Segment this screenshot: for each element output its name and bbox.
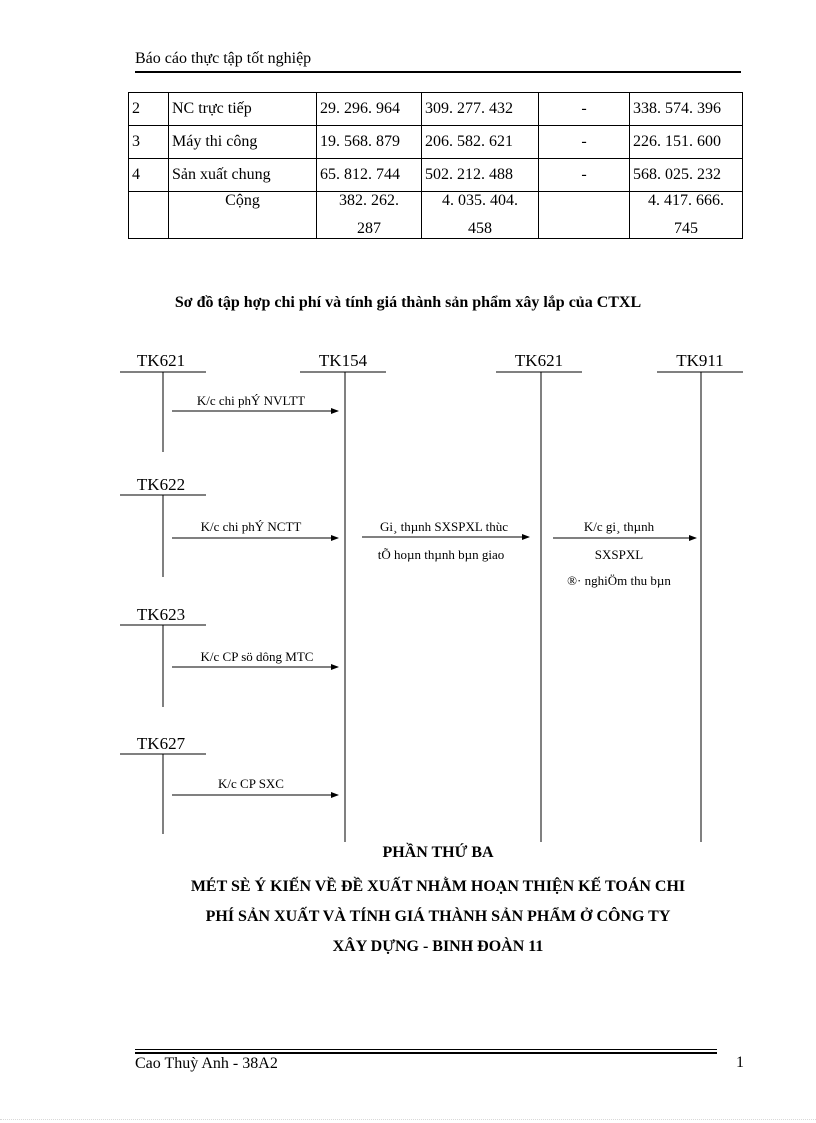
arrow-sxc-label: K/c CP SXC [218,776,284,791]
row-value-4: 226. 151. 600 [630,126,743,159]
account-tk627: TK627 [136,734,186,753]
table-row [129,159,743,192]
row-value-4: 568. 025. 232 [630,159,743,192]
account-tk622: TK622 [136,475,186,494]
section-subtitle-line-1: MÉT SÈ Ý KIẾN VỀ ĐỀ XUẤT NHẰM HOẠN THIỆN KẾ TOÁN CHI [190,878,686,895]
account-tk154: TK154 [318,351,368,370]
row-value-3: - [539,93,630,126]
header-rule [135,71,741,73]
row-name: NC trực tiếp [169,93,317,126]
footer-rule [135,1049,717,1050]
table-row [129,93,743,126]
account-tk623: TK623 [136,605,186,624]
arrow-kc-gia-thanh-label-2: SXSPXL [594,547,644,562]
arrow-kc-gia-thanh-label-1: K/c gi¸ thµnh [583,519,655,534]
section-subtitle-line-2: PHÍ SẢN XUẤT VÀ TÍNH GIÁ THÀNH SẢN PHẨM Ở CÔNG TY [205,908,671,925]
total-value-3 [539,192,630,239]
total-value-1 [317,192,422,239]
arrow-gia-thanh-label-1: Gi¸ thµnh SXSPXL thùc [380,519,508,534]
row-value-3: - [539,126,630,159]
header-title: Báo cáo thực tập tốt nghiệp [135,50,312,67]
row-index: 4 [129,159,169,192]
total-value-2-line2: 458 [468,220,492,237]
row-value-1: 65. 812. 744 [317,159,422,192]
diagram-title: Sơ đồ tập hợp chi phí và tính giá thành sản phẩm xây lắp của CTXL [174,294,642,311]
arrow-gia-thanh-label-2: tÕ hoµn thµnh bµn giao [377,547,505,562]
row-value-2: 502. 212. 488 [422,159,539,192]
cost-table [128,92,743,239]
account-tk621-right: TK621 [514,351,564,370]
row-value-1: 19. 568. 879 [317,126,422,159]
row-value-4: 338. 574. 396 [630,93,743,126]
total-value-4 [630,192,743,239]
footer-author: Cao Thuỳ Anh - 38A2 [135,1055,278,1072]
total-label: Cộng [169,192,317,239]
arrow-nctt-label: K/c chi phÝ NCTT [200,519,302,534]
row-value-3: - [539,159,630,192]
table-total-row [129,192,743,239]
total-index [129,192,169,239]
arrow-kc-gia-thanh-label-3: ®· nghiÖm thu bµn [567,573,671,588]
footer-rule-thick [135,1052,717,1054]
section-subtitle-line-3: XÂY DỰNG - BINH ĐOÀN 11 [332,938,544,955]
row-name: Sản xuất chung [169,159,317,192]
section-block [0,842,816,962]
total-value-1-line1: 382. 262. [339,192,399,209]
section-title: PHẦN THỨ BA [382,844,494,861]
row-index: 3 [129,126,169,159]
arrow-mtc-label: K/c CP sö dông MTC [200,649,314,664]
row-index: 2 [129,93,169,126]
cost-flow-diagram [0,340,816,850]
account-tk621-left: TK621 [136,351,186,370]
account-tk911: TK911 [676,351,724,370]
total-value-4-line1: 4. 417. 666. [648,192,724,209]
page-number: 1 [736,1054,744,1071]
total-value-2 [422,192,539,239]
row-value-2: 309. 277. 432 [422,93,539,126]
row-value-2: 206. 582. 621 [422,126,539,159]
total-value-1-line2: 287 [357,220,381,237]
arrow-nvltt-label: K/c chi phÝ NVLTT [196,393,306,408]
page-edge-divider [0,1119,816,1120]
row-value-1: 29. 296. 964 [317,93,422,126]
row-name: Máy thi công [169,126,317,159]
table-row [129,126,743,159]
total-value-4-line2: 745 [674,220,698,237]
total-value-2-line1: 4. 035. 404. [442,192,518,209]
